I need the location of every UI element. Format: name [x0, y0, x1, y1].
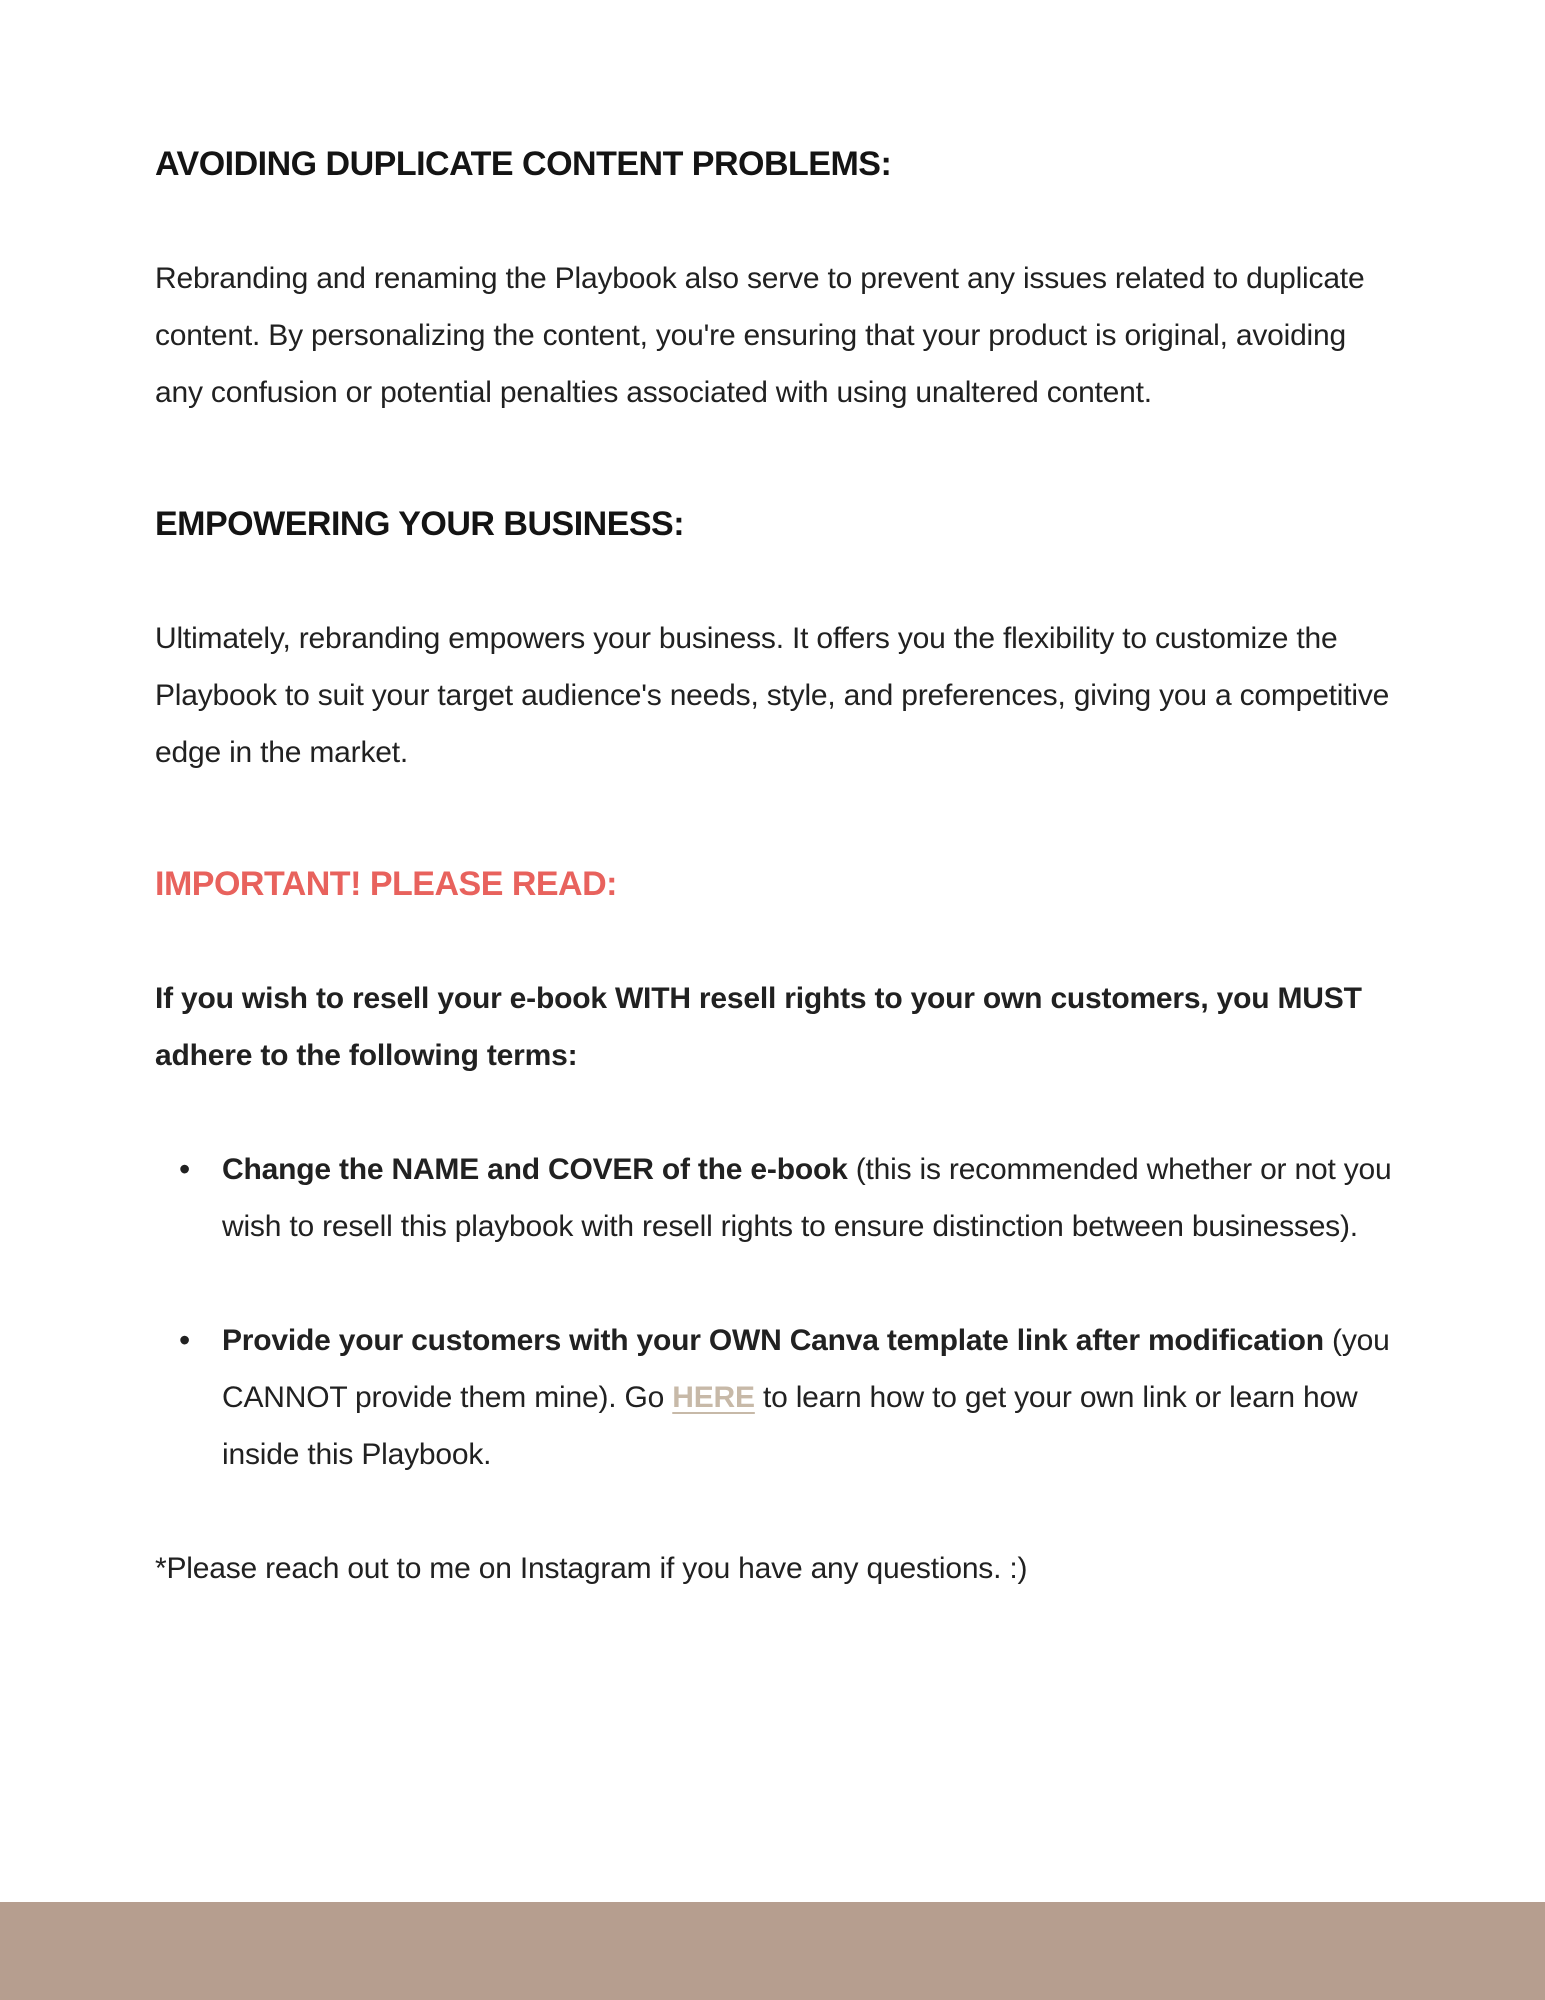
- list-item-bold-text: Change the NAME and COVER of the e-book: [222, 1153, 848, 1186]
- list-item-after-text: to learn how to get your own link or learn how inside this Playbook.: [222, 1381, 1358, 1471]
- paragraph-resell-terms-intro: If you wish to resell your e-book WITH resell rights to your own customers, you MUST adhere to the following terms:: [155, 982, 1362, 1072]
- heading-important-please-read: IMPORTANT! PLEASE READ:: [155, 865, 617, 903]
- terms-list: [155, 1141, 1395, 1483]
- heading-avoiding-duplicate-content: AVOIDING DUPLICATE CONTENT PROBLEMS:: [155, 145, 892, 183]
- list-item-change-name-cover: [155, 1141, 1395, 1255]
- paragraph-duplicate-content: Rebranding and renaming the Playbook also serve to prevent any issues related to duplicate content. By personalizing the content, you're ensuring that your product is original, avoiding any confusion or potential penalties associated with using unaltered content.: [155, 262, 1365, 409]
- list-item-bold-text: Provide your customers with your OWN Canva template link after modification: [222, 1324, 1324, 1357]
- bullet-icon: •: [179, 1151, 191, 1187]
- list-item-text: [222, 1141, 1395, 1255]
- list-item-middle-text: (you CANNOT provide them mine). Go: [222, 1324, 1390, 1414]
- footer-bar: [0, 1902, 1545, 2000]
- footnote-instagram: *Please reach out to me on Instagram if you have any questions. :): [155, 1552, 1028, 1585]
- paragraph-empowering-business: Ultimately, rebranding empowers your business. It offers you the flexibility to customize the Playbook to suit your target audience's needs, style, and preferences, giving you a competitive edge in the market.: [155, 622, 1390, 769]
- heading-empowering-business: EMPOWERING YOUR BUSINESS:: [155, 505, 685, 543]
- list-item-text: [222, 1312, 1395, 1483]
- list-item-rest-text: (this is recommended whether or not you wish to resell this playbook with resell rights to ensure distinction between businesses).: [222, 1153, 1392, 1243]
- list-item-provide-own-link: [155, 1312, 1395, 1483]
- bullet-icon: •: [179, 1322, 191, 1358]
- here-link[interactable]: HERE: [672, 1381, 755, 1414]
